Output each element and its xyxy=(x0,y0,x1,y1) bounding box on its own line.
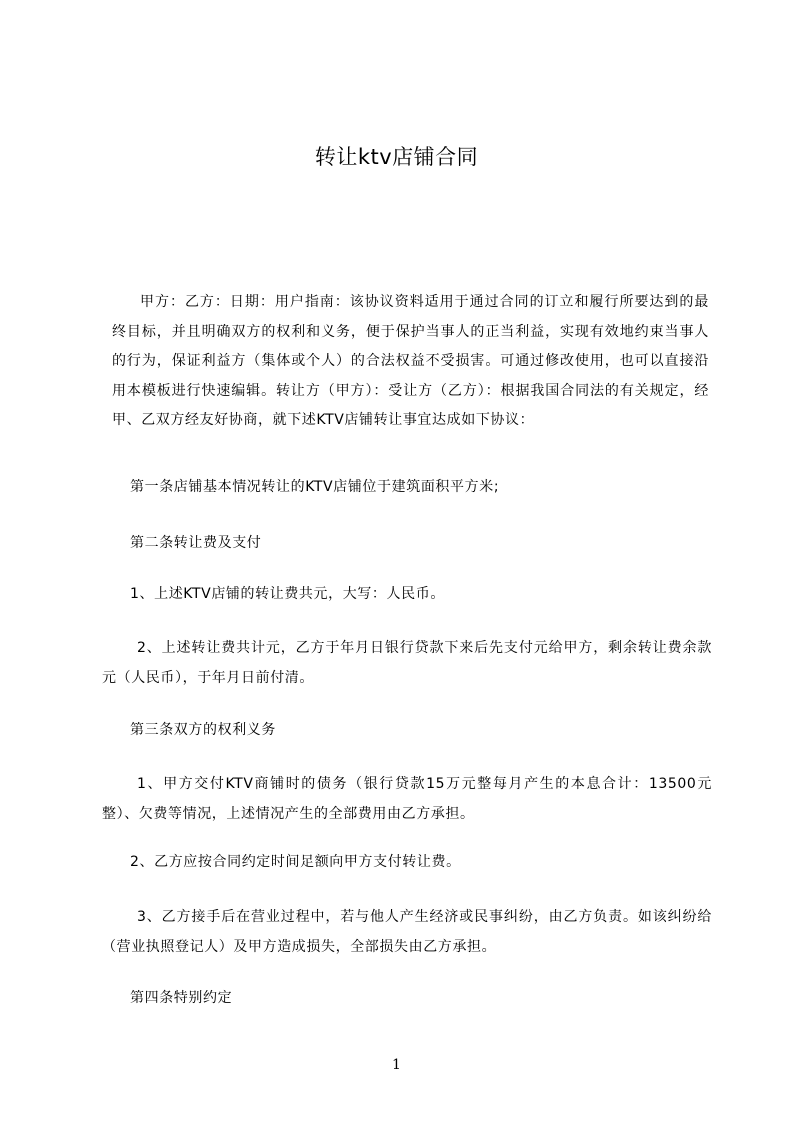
article-2-heading: 第二条转让费及支付 xyxy=(130,535,262,551)
article-3-item-2: 2、乙方应按合同约定时间足额向甲方支付转让费。 xyxy=(130,854,461,870)
page-number: 1 xyxy=(392,1057,401,1073)
article-3-item-1: 1、甲方交付KTV商铺时的债务（银行贷款15万元整每月产生的本息合计：13500元整）、欠费等情况，上述情况产生的全部费用由乙方承担。 xyxy=(102,776,712,822)
article-2-item-2: 2、上述转让费共计元，乙方于年月日银行贷款下来后先支付元给甲方，剩余转让费余款元（人民币），于年月日前付清。 xyxy=(102,640,712,686)
article-4-heading: 第四条特别约定 xyxy=(130,990,233,1006)
intro-paragraph: 甲方：乙方：日期：用户指南：该协议资料适用于通过合同的订立和履行所要达到的最终目标，并且明确双方的权利和义务，便于保护当事人的正当利益，实现有效地约束当事人的行为，保证利益方（集体或个人）的合法权益不受损害。可通过修改使用，也可以直接沿用本模板进行快速编辑。转让方（甲方）：受让方（乙方）：根据我国合同法的有关规定，经甲、乙双方经友好协商，就下述KTV店铺转让事宜达成如下协议： xyxy=(112,294,709,428)
article-3-item-3: 3、乙方接手后在营业过程中，若与他人产生经济或民事纠纷，由乙方负责。如该纠纷给（营业执照登记人）及甲方造成损失，全部损失由乙方承担。 xyxy=(102,909,712,955)
page-title: 转让ktv店铺合同 xyxy=(314,145,479,169)
article-2-item-1: 1、上述KTV店铺的转让费共元，大写：人民币。 xyxy=(130,586,445,602)
article-1-text: 第一条店铺基本情况转让的KTV店铺位于建筑面积平方米; xyxy=(130,479,500,495)
article-3-heading: 第三条双方的权利义务 xyxy=(130,722,276,738)
